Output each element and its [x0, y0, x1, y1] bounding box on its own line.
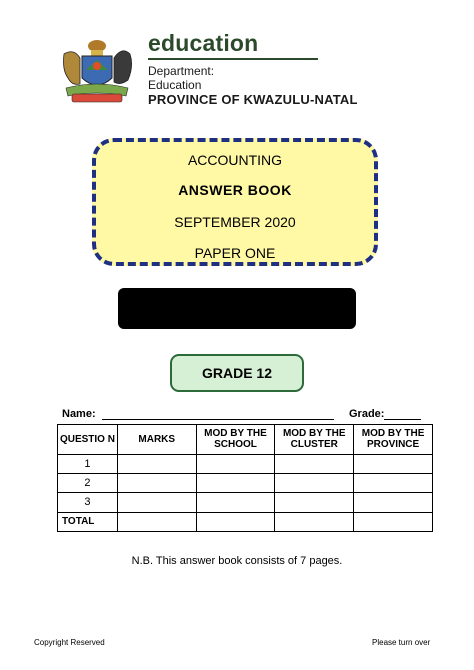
school-cell[interactable]: [196, 493, 275, 512]
marks-table: [57, 424, 433, 532]
header-mod-school: MOD BY THE SCHOOL: [196, 425, 275, 455]
marks-cell[interactable]: [117, 473, 196, 492]
table-row: [58, 493, 433, 512]
cluster-cell[interactable]: [275, 493, 354, 512]
marks-cell[interactable]: [117, 454, 196, 473]
header-mod-province: MOD BY THE PROVINCE: [354, 425, 433, 455]
question-number: 1: [58, 454, 118, 473]
question-number: 3: [58, 493, 118, 512]
department-name: Education: [148, 78, 202, 92]
brand-rule: [148, 58, 318, 60]
school-cell[interactable]: [196, 473, 275, 492]
header-marks: MARKS: [117, 425, 196, 455]
grade-label: Grade:: [349, 408, 385, 420]
name-label: Name:: [62, 408, 96, 420]
department-label: Department:: [148, 64, 215, 78]
province-cell[interactable]: [354, 512, 433, 531]
coat-of-arms-icon: [58, 36, 136, 106]
marks-cell[interactable]: [117, 493, 196, 512]
table-row: [58, 473, 433, 492]
school-cell[interactable]: [196, 454, 275, 473]
title-box: [92, 138, 378, 266]
province-cell[interactable]: [354, 493, 433, 512]
school-cell[interactable]: [196, 512, 275, 531]
marks-cell[interactable]: [117, 512, 196, 531]
province-cell[interactable]: [354, 473, 433, 492]
grade-input-line[interactable]: [384, 419, 421, 420]
province-name: PROVINCE OF KWAZULU-NATAL: [148, 92, 358, 107]
name-grade-row: [62, 408, 422, 422]
total-label: TOTAL: [58, 512, 118, 531]
subject-title: ACCOUNTING: [187, 152, 283, 168]
page-count-note: N.B. This answer book consists of 7 pages.: [131, 555, 343, 567]
table-header-row: [58, 425, 433, 455]
brand-wordmark: education: [148, 30, 259, 56]
book-title: ANSWER BOOK: [178, 182, 292, 198]
cluster-cell[interactable]: [275, 512, 354, 531]
table-row: [58, 454, 433, 473]
exam-date: SEPTEMBER 2020: [174, 214, 296, 230]
header-mod-cluster: MOD BY THE CLUSTER: [275, 425, 354, 455]
question-number: 2: [58, 473, 118, 492]
table-row: [58, 512, 433, 531]
cluster-cell[interactable]: [275, 473, 354, 492]
paper-title: PAPER ONE: [194, 245, 276, 261]
name-input-line[interactable]: [102, 419, 334, 420]
blank-black-box: [118, 288, 356, 329]
copyright-footer: Copyright Reserved: [34, 638, 105, 647]
province-cell[interactable]: [354, 454, 433, 473]
turn-over-footer: Please turn over: [372, 638, 431, 647]
cluster-cell[interactable]: [275, 454, 354, 473]
header-question: QUESTIO N: [58, 425, 118, 455]
grade-box: GRADE 12: [170, 354, 304, 392]
